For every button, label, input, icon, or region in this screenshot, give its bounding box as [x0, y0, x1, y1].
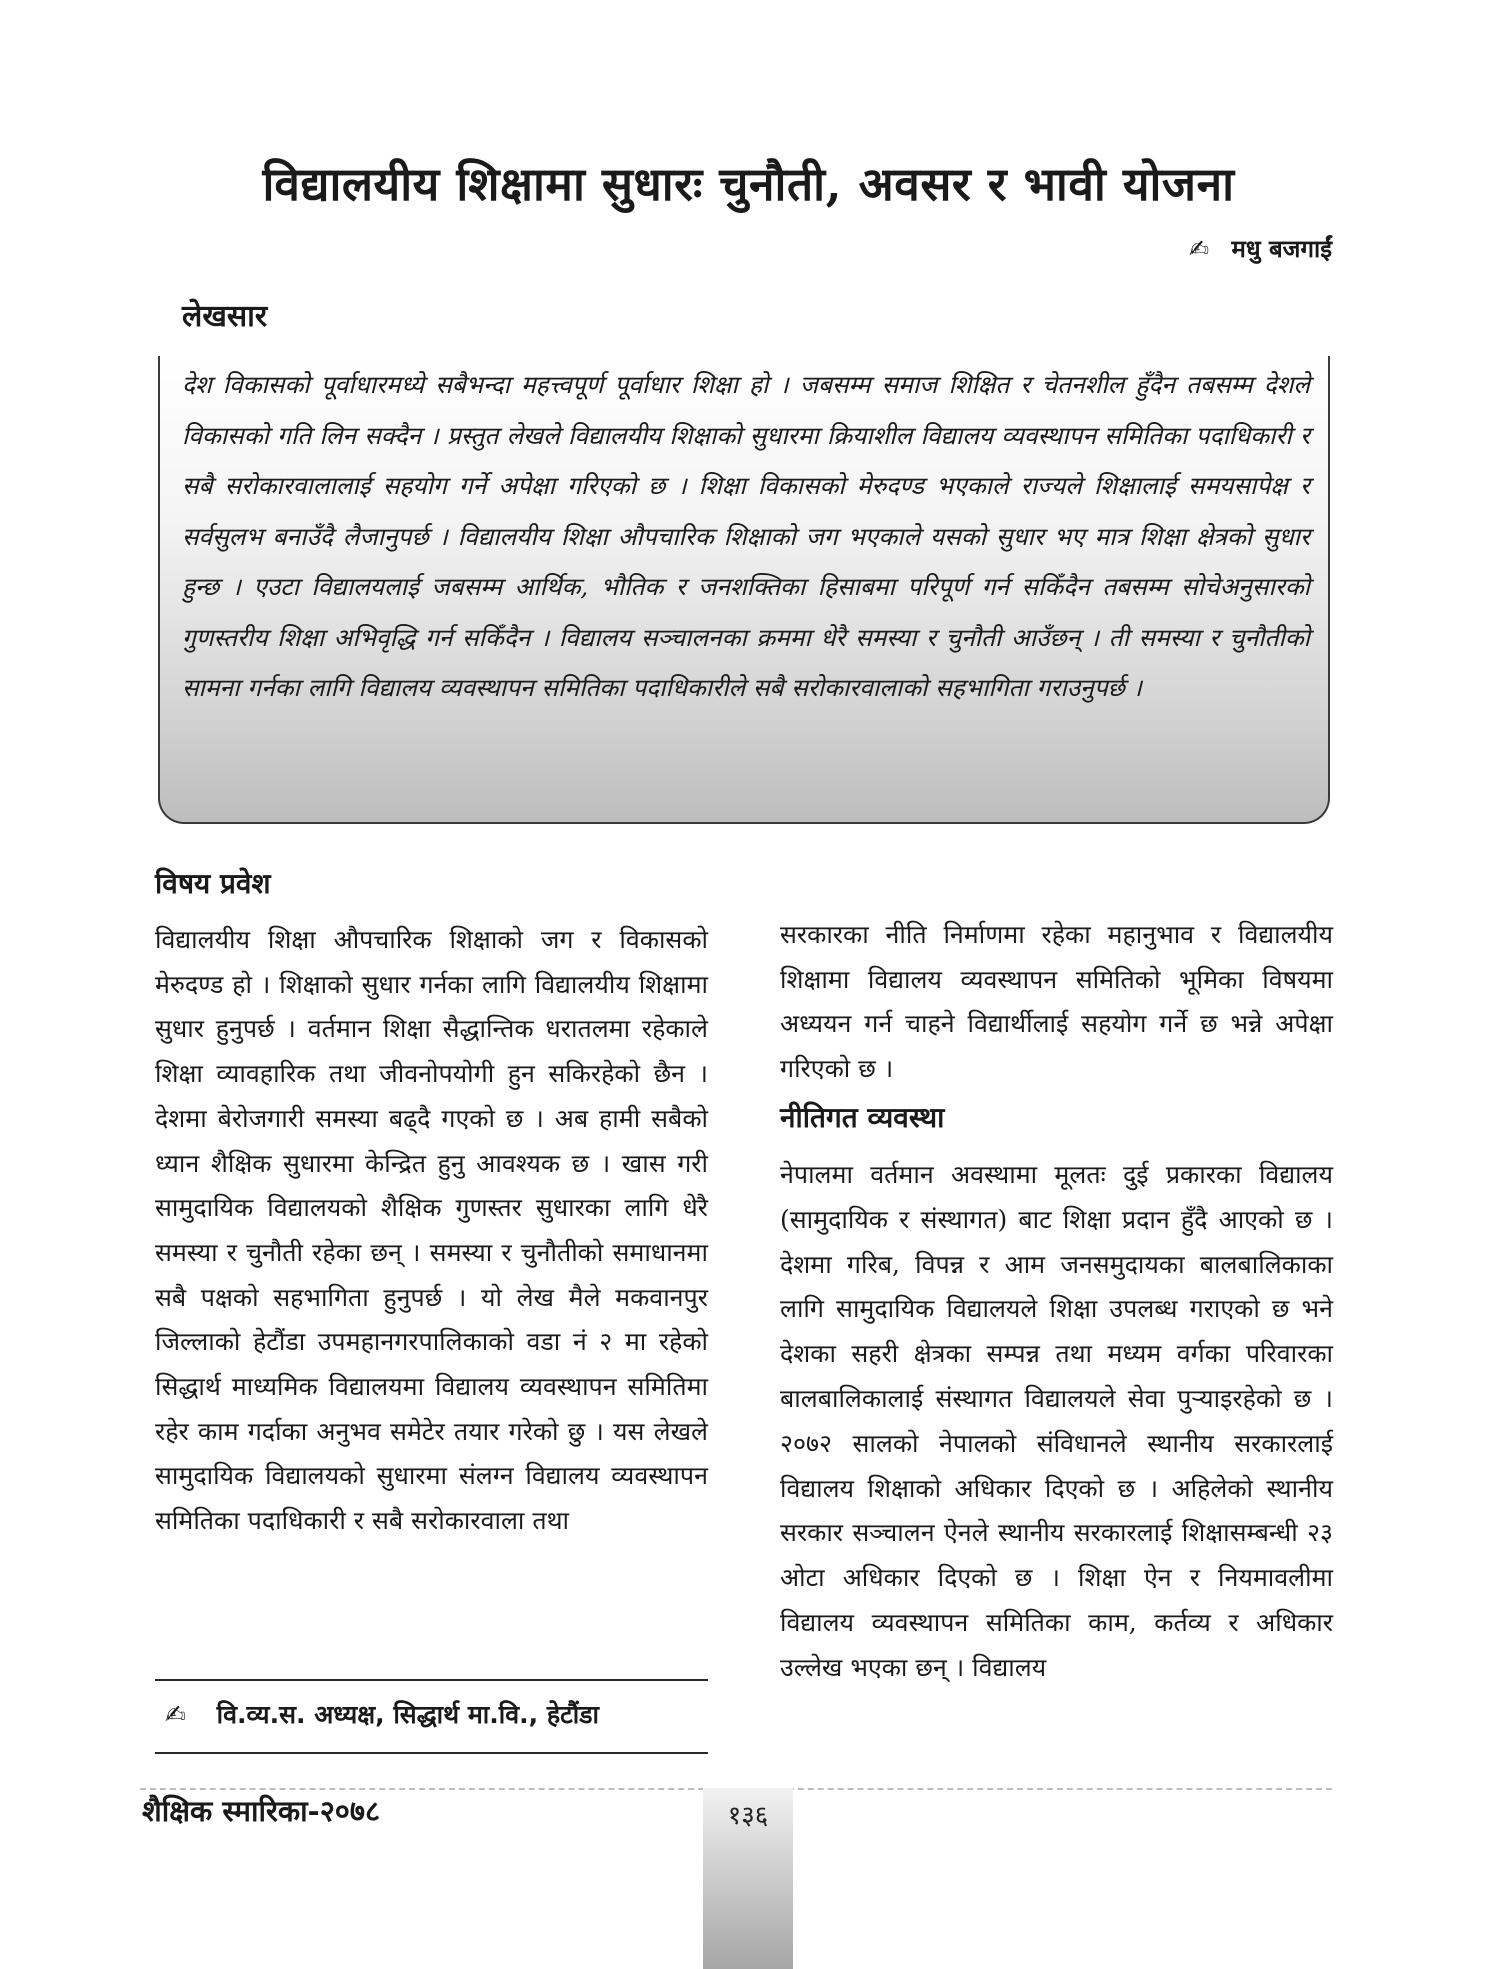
footnote-rule-top [155, 1679, 708, 1681]
pen-icon: ✍ [165, 1700, 186, 1729]
footnote [165, 1697, 599, 1731]
policy-text: नेपालमा वर्तमान अवस्थामा मूलतः दुई प्रकारका विद्यालय (सामुदायिक र संस्थागत) बाट शिक्षा प्रदान हुँदै आएको छ । देशमा गरिब, विपन्न र आम जनसमुदायका बालबालिकाका लागि सामुदायिक विद्यालयले शिक्षा उपलब्ध गराएको छ भने देशका सहरी क्षेत्रका सम्पन्न तथा मध्यम वर्गका परिवारका बालबालिकालाई संस्थागत विद्यालयले सेवा पुऱ्याइरहेको छ । २०७२ सालको नेपालको संविधानले स्थानीय सरकारलाई विद्यालय शिक्षाको अधिकार दिएको छ । अहिलेको स्थानीय सरकार सञ्चालन ऐनले स्थानीय सरकारलाई शिक्षासम्बन्धी २३ ओटा अधिकार दिएको छ । शिक्षा ऐन र नियमावलीमा विद्यालय व्यवस्थापन समितिका काम, कर्तव्य र अधिकार उल्लेख भएका छन् । विद्यालय [780, 1160, 1333, 1682]
intro-continuation: सरकारका नीति निर्माणमा रहेका महानुभाव र विद्यालयीय शिक्षामा विद्यालय व्यवस्थापन समितिको भूमिका विषयमा अध्ययन गर्न चाहने विद्यार्थीलाई सहयोग गर्ने छ भन्ने अपेक्षा गरिएको छ । [780, 920, 1333, 1084]
abstract-text: देश विकासको पूर्वाधारमध्ये सबैभन्दा महत्त्वपूर्ण पूर्वाधार शिक्षा हो । जबसम्म समाज शिक्षित र चेतनशील हुँदैन तबसम्म देशले विकासको गति लिन सक्दैन । प्रस्तुत लेखले विद्यालयीय शिक्षाको सुधारमा क्रियाशील विद्यालय व्यवस्थापन समितिका पदाधिकारी र सबै सरोकारवालालाई सहयोग गर्ने अपेक्षा गरिएको छ । शिक्षा विकासको मेरुदण्ड भएकाले राज्यले शिक्षालाई समयसापेक्ष र सर्वसुलभ बनाउँदै लैजानुपर्छ । विद्यालयीय शिक्षा औपचारिक शिक्षाको जग भएकाले यसको सुधार भए मात्र शिक्षा क्षेत्रको सुधार हुन्छ । एउटा विद्यालयलाई जबसम्म आर्थिक, भौतिक र जनशक्तिका हिसाबमा परिपूर्ण गर्न सकिँदैन तबसम्म सोचेअनुसारको गुणस्तरीय शिक्षा अभिवृद्धि गर्न सकिँदैन । विद्यालय सञ्चालनका क्रममा धेरै समस्या र चुनौती आउँछन् । ती समस्या र चुनौतीको सामना गर्नका लागि विद्यालय व्यवस्थापन समितिका पदाधिकारीले सबै सरोकारवालाको सहभागिता गराउनुपर्छ । [182, 370, 1310, 702]
author-name: मधु बजगाईं [1231, 235, 1332, 263]
footnote-text: वि.व्य.स. अध्यक्ष, सिद्धार्थ मा.वि., हेटौंडा [216, 1700, 600, 1729]
page-number: १३६ [727, 1801, 769, 1831]
intro-text: विद्यालयीय शिक्षा औपचारिक शिक्षाको जग र विकासको मेरुदण्ड हो । शिक्षाको सुधार गर्नका लागि विद्यालयीय शिक्षामा सुधार हुनुपर्छ । वर्तमान शिक्षा सैद्धान्तिक धरातलमा रहेकाले शिक्षा व्यावहारिक तथा जीवनोपयोगी हुन सकिरहेको छैन । देशमा बेरोजगारी समस्या बढ्दै गएको छ । अब हामी सबैको ध्यान शैक्षिक सुधारमा केन्द्रित हुनु आवश्यक छ । खास गरी सामुदायिक विद्यालयको शैक्षिक गुणस्तर सुधारका लागि धेरै समस्या र चुनौती रहेका छन् । समस्या र चुनौतीको समाधानमा सबै पक्षको सहभागिता हुनुपर्छ । यो लेख मैले मकवानपुर जिल्लाको हेटौंडा उपमहानगरपालिकाको वडा नं २ मा रहेको सिद्धार्थ माध्यमिक विद्यालयमा विद्यालय व्यवस्थापन समितिमा रहेर काम गर्दाका अनुभव समेटेर तयार गरेको छु । यस लेखले सामुदायिक विद्यालयको सुधारमा संलग्न विद्यालय व्यवस्थापन समितिका पदाधिकारी र सबै सरोकारवाला तथा [155, 925, 708, 1536]
author-line [1189, 232, 1332, 265]
policy-heading: नीतिगत व्यवस्था [780, 1101, 945, 1134]
footnote-rule-bottom [155, 1752, 708, 1754]
intro-heading: विषय प्रवेश [155, 867, 271, 900]
abstract-heading: लेखसार [182, 299, 268, 334]
pen-icon: ✍ [1189, 235, 1210, 263]
article-title: विद्यालयीय शिक्षामा सुधारः चुनौती, अवसर र भावी योजना [262, 157, 1235, 211]
publication-title: शैक्षिक स्मारिका-२०७८ [142, 1794, 381, 1828]
